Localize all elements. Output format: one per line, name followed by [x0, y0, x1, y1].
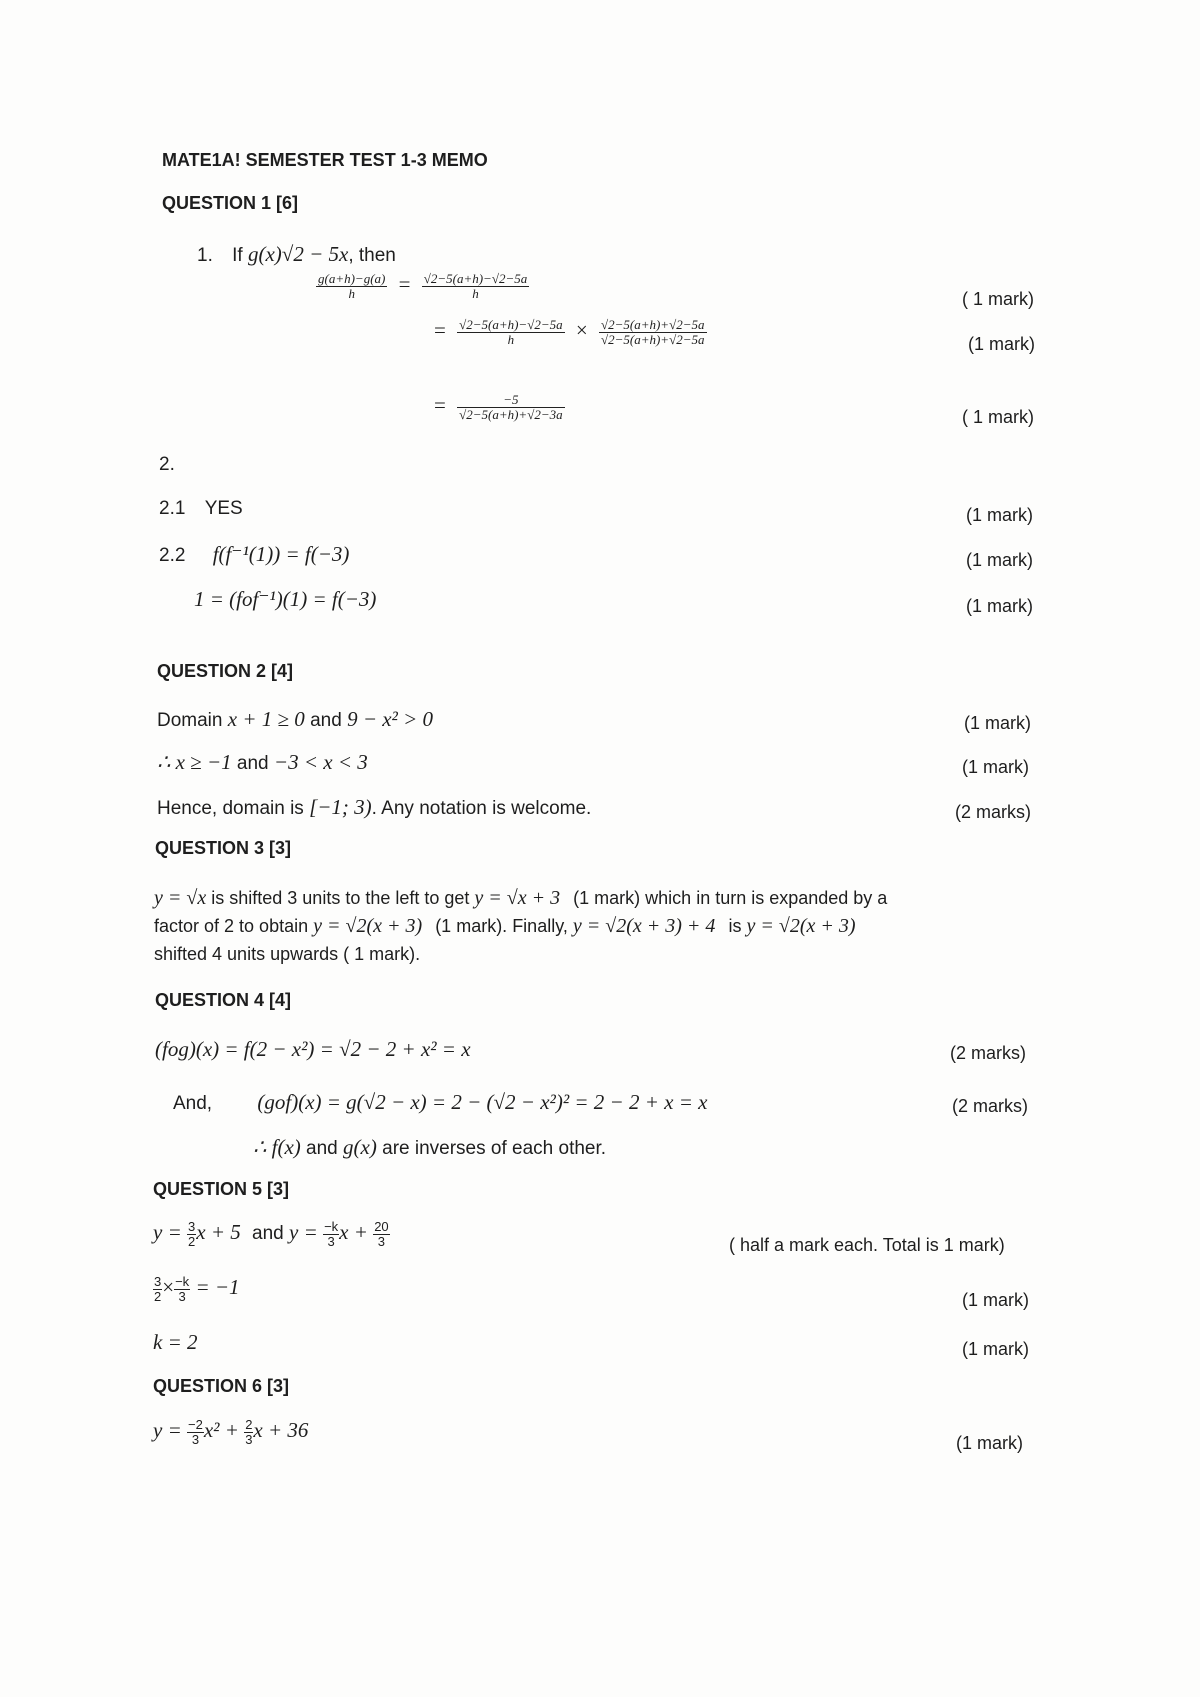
q3-text-2: (1 mark) which in turn is expanded by a	[573, 888, 888, 908]
q4-and-word: and	[306, 1138, 338, 1159]
q5-l2-fraction-neg-k-3	[174, 1275, 190, 1303]
q5-line1-mark: ( half a mark each. Total is 1 mark)	[729, 1235, 1005, 1255]
q5-f1-denominator: 2	[188, 1233, 196, 1249]
q1-step2-fraction1-denominator: h	[507, 331, 515, 347]
q2-and-1: and	[310, 710, 342, 731]
q3-paragraph	[154, 884, 1014, 968]
q6-f1-denominator: 3	[191, 1431, 200, 1447]
q1-item-1	[197, 242, 396, 267]
q1-step2-fraction-2	[599, 318, 707, 346]
q4-line2-mark: (2 marks)	[952, 1096, 1028, 1116]
q6-term-2: x + 36	[253, 1418, 309, 1443]
q4-f-of-x: ∴ f(x)	[253, 1135, 301, 1159]
q2-condition-1: x + 1 ≥ 0	[227, 707, 305, 731]
q1-item-2-2-mark: (1 mark)	[966, 550, 1033, 570]
q1-item-2-number: 2.	[159, 454, 175, 475]
q2-and-2: and	[236, 753, 269, 774]
q1-item-2-1	[159, 498, 243, 520]
q5-line-1	[153, 1220, 390, 1248]
q5-l2-fraction-3-2	[153, 1275, 162, 1303]
q2-condition-2: 9 − x² > 0	[347, 707, 434, 731]
q3-text-5: is	[728, 916, 742, 936]
question-5-heading: QUESTION 5 [3]	[153, 1179, 290, 1199]
q3-text-6: shifted 4 units upwards ( 1 mark).	[154, 944, 421, 964]
q5-f2-numerator: −k	[324, 1219, 339, 1234]
q5-line-3-equation: k = 2	[153, 1330, 198, 1354]
q1-item-1-then: , then	[348, 245, 396, 266]
q5-f2-denominator: 3	[327, 1233, 335, 1249]
q4-line1-mark: (2 marks)	[950, 1043, 1026, 1063]
q1-item-2-2-number: 2.2	[159, 545, 186, 566]
q1-item-2-2-equation: f(f⁻¹(1)) = f(−3)	[212, 542, 350, 566]
q5-l2-f1-denominator: 2	[154, 1288, 162, 1304]
question-3-heading: QUESTION 3 [3]	[155, 838, 292, 858]
q1-step-1: $\frac{g(a+h)-g(a)}{h}$ = $\frac{√2-5(a+h)-√2-5a}{h}$	[318, 271, 528, 301]
q1-step1-rhs-fraction	[422, 272, 530, 300]
q5-fraction-20-3	[373, 1220, 389, 1248]
q1-step3-mark: ( 1 mark)	[962, 407, 1034, 427]
q2-line-1	[157, 707, 433, 732]
q1-item-1-number: 1.	[197, 245, 213, 266]
q1-step2-fraction-1	[457, 318, 565, 346]
q3-text-4: (1 mark). Finally,	[435, 916, 568, 936]
q3-eq-expanded: y = √2(x + 3)	[313, 915, 423, 937]
q5-l2-equals: = −1	[195, 1275, 240, 1300]
q3-eq-final-base: y = √2(x + 3)	[746, 915, 856, 937]
q5-f3-denominator: 3	[377, 1233, 386, 1249]
q5-l2-f2-denominator: 3	[178, 1288, 186, 1304]
question-2-heading: QUESTION 2 [4]	[157, 661, 294, 681]
q5-line3-mark: (1 mark)	[962, 1339, 1029, 1359]
q1-step1-lhs-denominator: h	[348, 285, 355, 301]
q2-line3-mark: (2 marks)	[955, 802, 1031, 822]
q2-line1-mark: (1 mark)	[964, 713, 1031, 733]
q6-y-equals: y =	[153, 1418, 182, 1443]
q2-notation-note: . Any notation is welcome.	[371, 798, 592, 819]
q6-f2-numerator: 2	[245, 1417, 253, 1432]
q1-item-2-2	[159, 542, 349, 567]
q5-l2-f1-numerator: 3	[154, 1274, 162, 1289]
q1-step2-fraction2-numerator: √2−5(a+h)+√2−5a	[600, 317, 705, 333]
q4-line-1-equation: (fog)(x) = f(2 − x²) = √2 − 2 + x² = x	[155, 1037, 471, 1061]
q1-step1-lhs-fraction	[316, 272, 387, 300]
q2-result-1: ∴ x ≥ −1	[157, 750, 232, 774]
q1-step3-numerator: −5	[457, 393, 565, 408]
q5-f3-numerator: 20	[374, 1219, 389, 1234]
q1-step1-rhs-denominator: h	[472, 285, 479, 301]
q4-g-of-x: g(x)	[343, 1135, 377, 1159]
q1-step-3: = $\frac{-5}{√2-5(a+h)+√2-3a}$	[434, 392, 563, 422]
q5-line1-term-2: x +	[339, 1220, 368, 1245]
q2-domain-interval: [−1; 3)	[309, 795, 372, 819]
q6-f2-denominator: 3	[245, 1431, 253, 1447]
q3-text-1: is shifted 3 units to the left to get	[211, 888, 470, 908]
q2-hence-text: Hence, domain is	[157, 798, 304, 819]
q1-step2-fraction2-denominator: √2−5(a+h)+√2−5a	[600, 331, 705, 347]
q5-l2-f2-numerator: −k	[175, 1274, 190, 1289]
q1-item-1-if: If	[232, 245, 243, 266]
q5-f1-numerator: 3	[188, 1219, 196, 1234]
q5-y-equals-1: y =	[153, 1220, 182, 1245]
q1-item-2-1-mark: (1 mark)	[966, 505, 1033, 525]
q1-item-2-3-mark: (1 mark)	[966, 596, 1033, 616]
q1-step-2: = $\frac{√2-5(a+h)-√2-5a}{h}$ × $\frac{√2-5(a+h)+√2-5a}{√2-5(a+h)+√2-5a}$	[434, 317, 705, 347]
q4-inverse-text: are inverses of each other.	[382, 1138, 607, 1159]
q6-term-1: x² +	[203, 1418, 239, 1443]
q4-conclusion	[253, 1135, 606, 1160]
q2-result-2: −3 < x < 3	[273, 750, 368, 774]
q2-line-2	[157, 750, 368, 775]
document-title: MATE1A! SEMESTER TEST 1-3 MEMO	[162, 150, 488, 170]
q1-item-2-1-answer: YES	[204, 498, 243, 519]
q1-step2-fraction1-numerator: √2−5(a+h)−√2−5a	[459, 317, 563, 333]
q6-line1-mark: (1 mark)	[956, 1433, 1023, 1453]
q5-fraction-neg-k-3	[323, 1220, 339, 1248]
question-1-heading: QUESTION 1 [6]	[162, 193, 299, 213]
q1-step3-denominator: √2−5(a+h)+√2−3a	[459, 406, 563, 422]
q5-line-2	[153, 1275, 240, 1303]
q1-step1-rhs-numerator: √2−5(a+h)−√2−5a	[423, 271, 528, 287]
q5-fraction-3-2	[187, 1220, 196, 1248]
q3-text-3: factor of 2 to obtain	[154, 916, 309, 936]
q2-line2-mark: (1 mark)	[962, 757, 1029, 777]
q3-eq-final: y = √2(x + 3) + 4	[572, 915, 716, 937]
q5-l2-times: ×	[162, 1275, 175, 1300]
q1-step3-fraction	[457, 393, 565, 421]
q5-y-equals-2: y =	[289, 1220, 318, 1245]
q1-item-2-1-number: 2.1	[159, 498, 186, 519]
q6-fraction-neg2-3	[187, 1418, 204, 1446]
q2-domain-label: Domain	[157, 710, 223, 731]
q4-line-2	[173, 1090, 707, 1115]
question-4-heading: QUESTION 4 [4]	[155, 990, 292, 1010]
q5-line1-term-1: x + 5	[196, 1220, 241, 1245]
q5-and: and	[252, 1223, 284, 1245]
q4-line-2-equation: (gof)(x) = g(√2 − x) = 2 − (√2 − x²)² = 2 − 2 + x = x	[257, 1090, 708, 1114]
q1-step2-mark: (1 mark)	[968, 334, 1035, 354]
q4-and-label: And,	[173, 1093, 213, 1114]
question-6-heading: QUESTION 6 [3]	[153, 1376, 290, 1396]
q5-line2-mark: (1 mark)	[962, 1290, 1029, 1310]
q1-step1-lhs-numerator: g(a+h)−g(a)	[318, 271, 386, 287]
q2-line-3	[157, 795, 591, 820]
q3-eq-base: y = √x	[154, 887, 207, 909]
q1-item-2-3-equation: 1 = (fof⁻¹)(1) = f(−3)	[194, 587, 377, 611]
q6-line-1	[153, 1418, 308, 1446]
q1-item-1-function: g(x)√2 − 5x	[247, 242, 349, 266]
q1-step1-mark: ( 1 mark)	[962, 289, 1034, 309]
q6-f1-numerator: −2	[188, 1417, 203, 1432]
q3-eq-shifted: y = √x + 3	[474, 887, 561, 909]
